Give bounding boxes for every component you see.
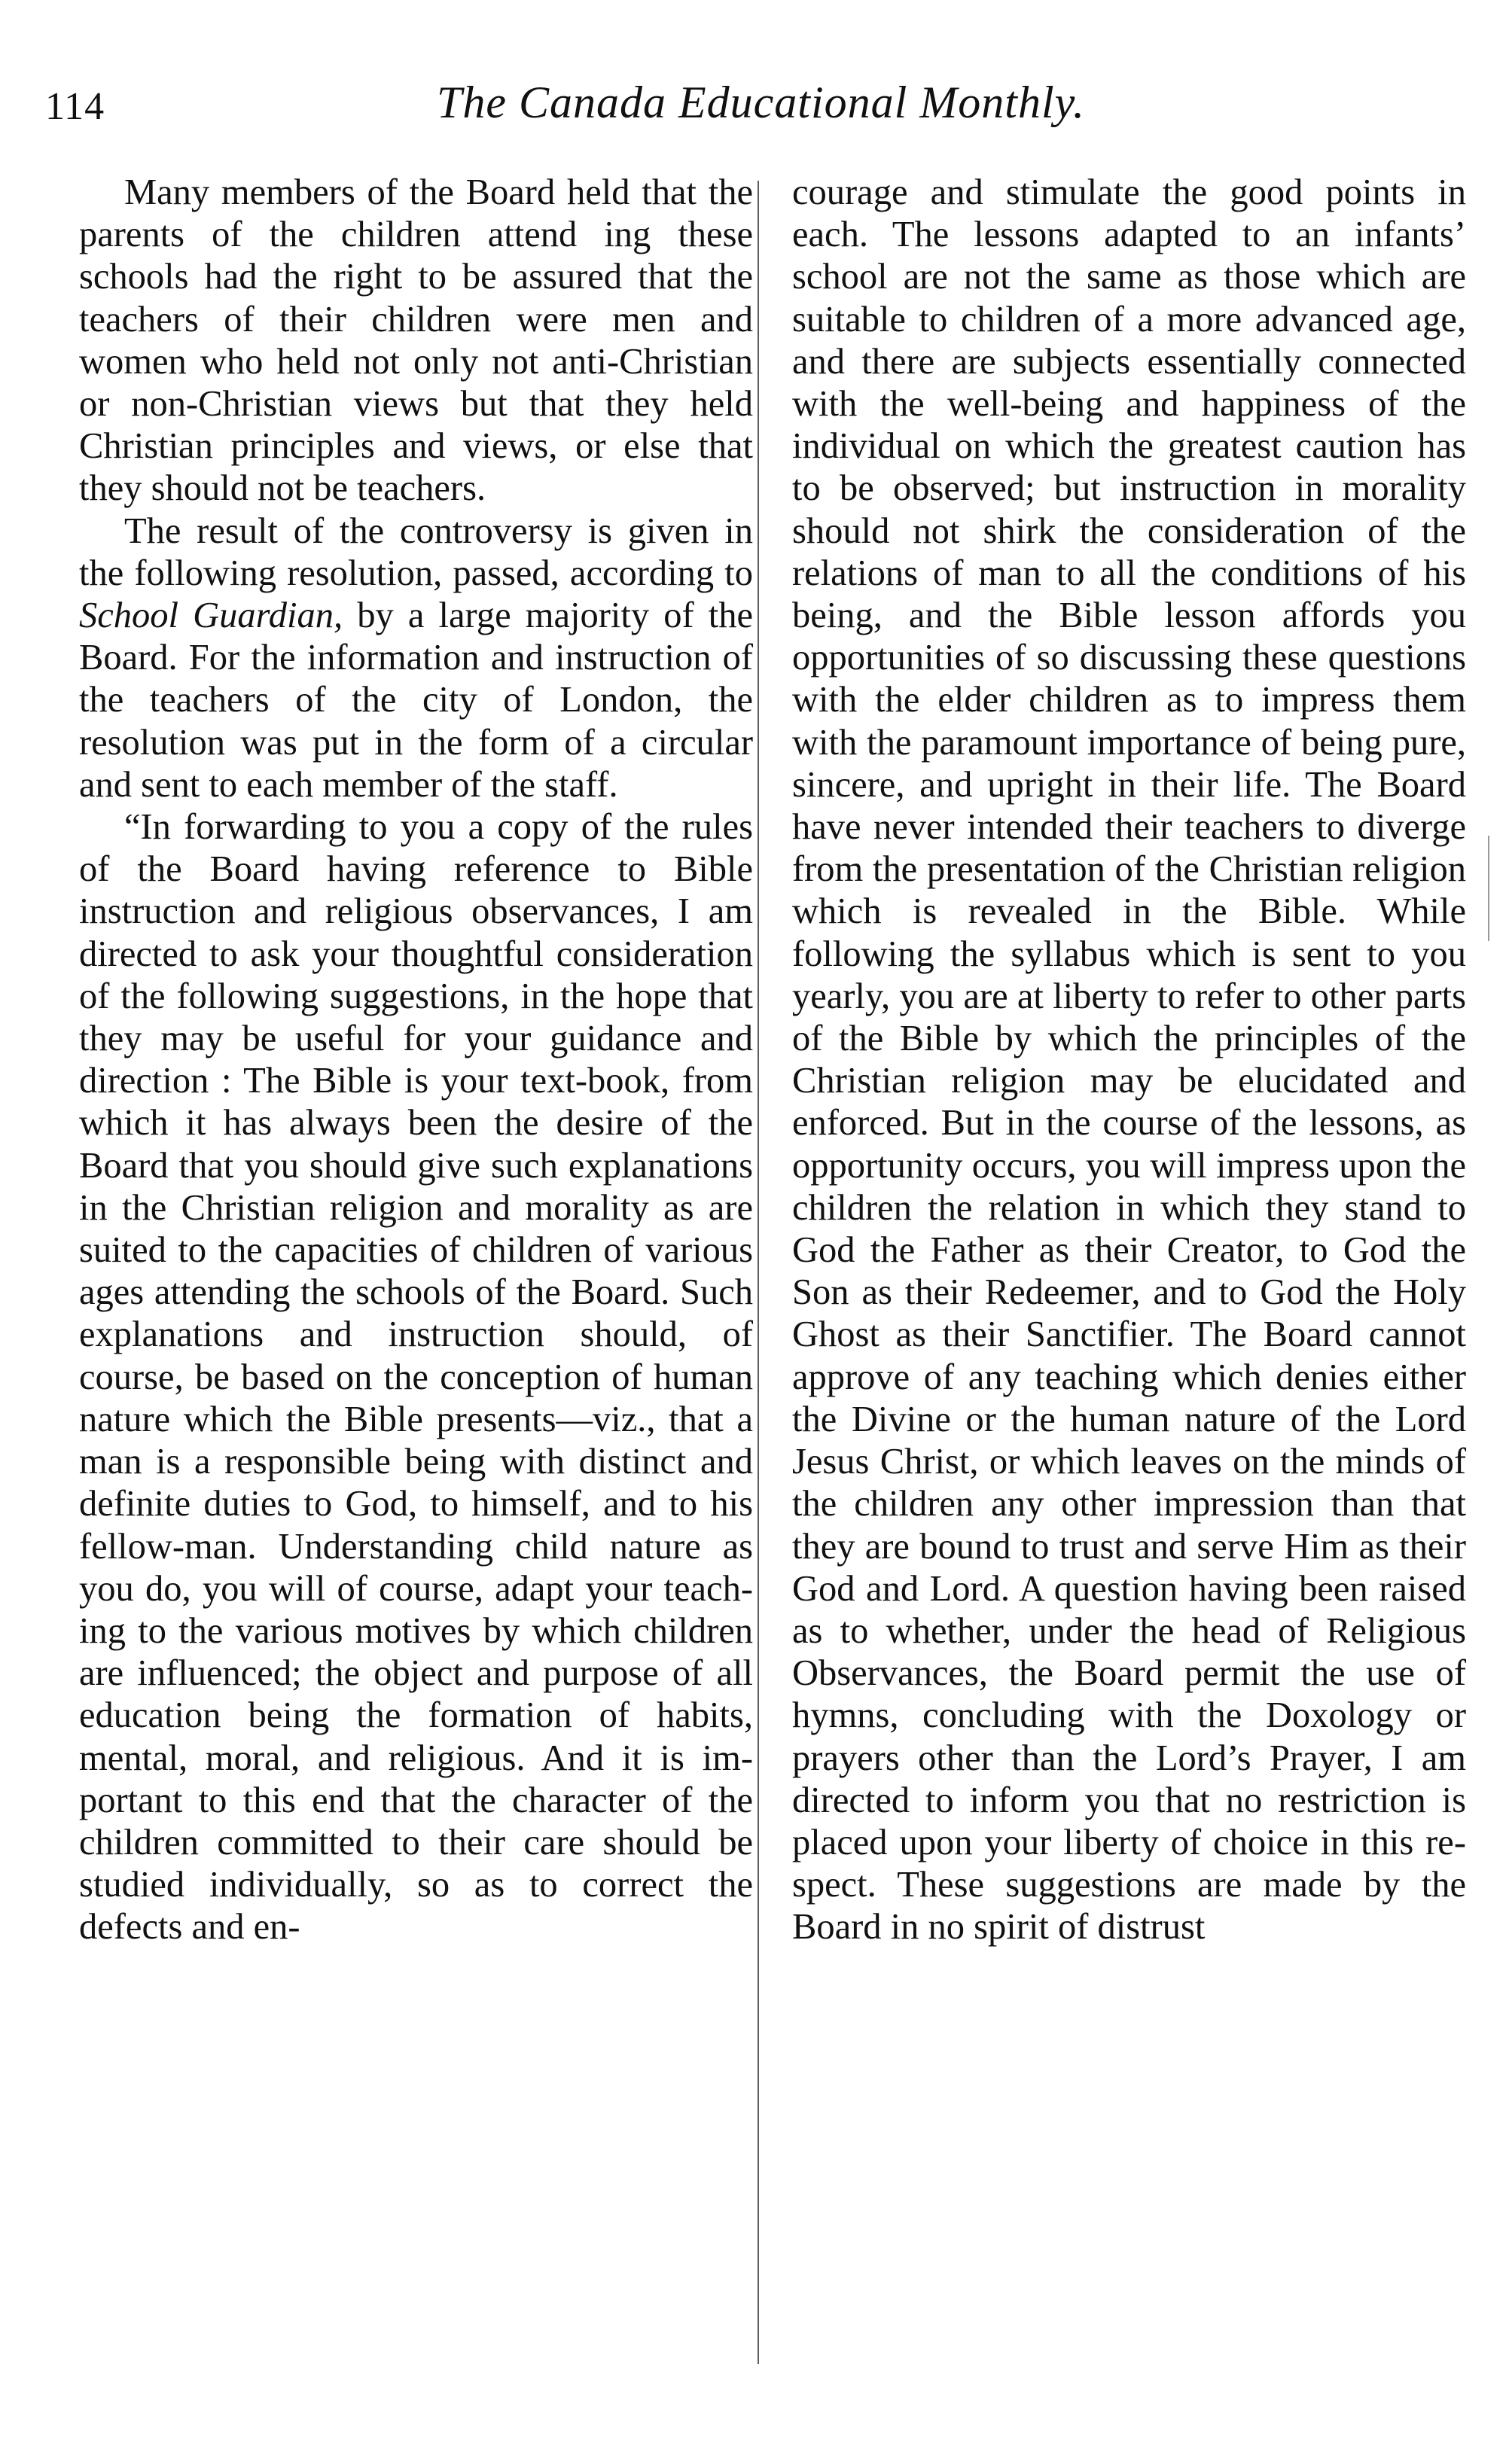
page-number: 114 — [45, 85, 105, 128]
column-divider — [758, 181, 759, 2364]
margin-mark — [1488, 836, 1489, 941]
paragraph-circular-continued: courage and stimulate the good points in each. The lessons adapted to an infants’ school are not the same as those which are suitable to children of a more advanced age, and there are subjects essentially connected with the well-being and happiness of the individual on which the greatest caution has to be observed; but instruction in morality should not shirk the consideration of the relations of man to all the conditions of his being, and the Bible lesson affords you opportunities of so discussing these questions with the elder children as to impress them with the paramount importance of being pure, sincere, and upright in their life. The Board have never intended their teachers to diverge from the presentation of the Christian religion which is revealed in the Bible. While following the syllabus which is sent to you yearly, you are at liberty to refer to other parts of the Bible by which the principles of the Christian religion may be elucidated and enforced. But in the course of the lessons, as opportunity occurs, you will impress upon the children the relation in which they stand to God the Father as their Creator, to God the Son as their Redeemer, and to God the Holy Ghost as their Sanctifier. The Board cannot approve of any teaching which denies either the Divine or the human nature of the Lord Jesus Christ, or which leaves on the minds of the children any other impression than that they are bound to trust and serve Him as their God and Lord. A question having been raised as to whether, under the head of Religious Observances, the Board permit the use of hymns, concluding with the Doxology or prayers other than the Lord’s Prayer, I am directed to inform you that no restriction is placed upon your liberty of choice in this respect. These suggestions are made by the Board in no spirit of distrust — [792, 172, 1466, 1948]
paragraph-board-members: Many members of the Board held that the parents of the children attend ing these schools had the right to be assured that the teachers of their children were men and women who held not only not anti-Christian or non-Christian views but that they held Christian principles and views, or else that they should not be teachers. — [79, 172, 753, 509]
page-header — [45, 69, 1476, 137]
right-column — [792, 172, 1466, 1949]
publication-title: School Guardian, — [79, 595, 343, 636]
running-title: The Canada Educational Monthly. — [437, 78, 1085, 127]
paragraph-circular-letter: “In forwarding to you a copy of the rules of the Board having reference to Bible instruction and religious observances, I am directed to ask your thoughtful consideration of the following suggestions, in the hope that they may be useful for your guidance and direction : The Bible is your text-book, from which it has always been the desire of the Board that you should give such explanations in the Christian religion and morality as are suited to the capacities of children of various ages attending the schools of the Board. Such explanations and instruction should, of course, be based on the conception of human nature which the Bible presents—viz., that a man is a responsible being with distinct and definite duties to God, to himself, and to his fellow-man. Understanding child nature as you do, you will of course, adapt your teaching to the various motives by which children are influenced; the object and purpose of all education being the formation of habits, mental, moral, and religious. And it is important to this end that the character of the children committed to their care should be studied individually, so as to correct the defects and en- — [79, 807, 753, 1948]
paragraph-text: by a large majority of the Board. For the information and instruction of the teachers of the city of London, the resolution was put in the form of a circular and sent to each member of the staff. — [79, 595, 753, 805]
left-column — [79, 172, 753, 1949]
paragraph-controversy-result — [79, 510, 753, 806]
paragraph-text: The result of the controversy is given in the following resolution, passed, according to — [79, 510, 753, 593]
